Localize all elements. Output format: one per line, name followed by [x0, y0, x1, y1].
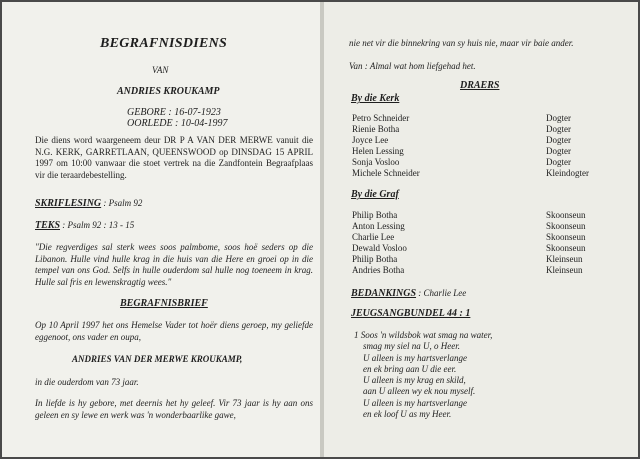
hymn-line: U alleen is my hartsverlange	[363, 352, 467, 363]
brief-paragraph-1: Op 10 April 1997 het ons Hemelse Vader tot hoër diens geroep, my geliefde eggenoot, ons vader en oupa,	[35, 320, 313, 342]
teks-label: TEKS	[35, 220, 61, 231]
skriflesing-line	[35, 198, 142, 209]
service-title: BEGRAFNISDIENS	[100, 36, 228, 51]
hymn-line: en ek loof U as my Heer.	[363, 409, 452, 420]
death-date: OORLEDE : 10-04-1997	[127, 118, 228, 129]
left-page	[2, 2, 320, 457]
kerk-heading: By die Kerk	[351, 93, 400, 104]
brief-paragraph-2: in die ouderdom van 73 jaar.	[35, 377, 139, 387]
bedankings-line	[351, 288, 466, 299]
van-word: VAN	[152, 65, 169, 75]
bedankings-value: : Charlie Lee	[418, 288, 467, 298]
hymn-line: aan U alleen wy ek nou myself.	[363, 386, 476, 397]
teks-value: : Psalm 92 : 13 - 15	[62, 220, 135, 230]
draers-heading: DRAERS	[460, 80, 500, 91]
graf-heading: By die Graf	[351, 189, 399, 200]
scripture-quote: "Die regverdiges sal sterk wees soos palmbome, soos hoë seders op die Libanon. Hulle vind hulle krag in die huis van die Here en groei op in die tempel van ons God. Selfs in hulle ouderdom sal hulle nog toeneem in krag. Hulle sal fris en lewenskragtig wees."	[35, 242, 313, 287]
hymn-line: smag my siel na U, o Heer.	[363, 341, 460, 352]
brief-heading: BEGRAFNISBRIEF	[120, 298, 208, 309]
graf-bearers-list: Philip Botha Skoonseun Anton Lessing Skoonseun Charlie Lee Skoonseun Dewald Vosloo Skoonseun Philip Botha Kleinseun Andries Botha Kleinseun	[352, 210, 586, 275]
continued-line: nie net vir die binnekring van sy huis nie, maar vir baie ander.	[349, 38, 574, 48]
jeugsang-heading: JEUGSANGBUNDEL 44 : 1	[351, 308, 471, 319]
document-spread	[2, 2, 638, 457]
skriflesing-label: SKRIFLESING	[35, 198, 102, 209]
brief-full-name: ANDRIES VAN DER MERWE KROUKAMP,	[72, 354, 243, 364]
hymn-line: en ek bring aan U die eer.	[363, 363, 457, 374]
bedankings-label: BEDANKINGS	[351, 288, 417, 299]
kerk-bearers-list: Petro Schneider Dogter Rienie Botha Dogter Joyce Lee Dogter Helen Lessing Dogter Sonja Vosloo Dogter Michele Schneider Kleindogter	[352, 113, 589, 178]
service-intro: Die diens word waargeneem deur DR P A VAN DER MERWE vanuit die N.G. KERK, GARRETLAAN, QUEENSWOOD op DINSDAG 15 APRIL 1997 om 10:00 vanwaar die stoet vertrek na die Zandfontein Begraafplaas vir die teraardebestelling.	[35, 135, 313, 180]
hymn-verse	[354, 330, 492, 420]
deceased-name: ANDRIES KROUKAMP	[117, 86, 220, 97]
birth-date: GEBORE : 16-07-1923	[127, 107, 221, 118]
skriflesing-value: : Psalm 92	[103, 198, 143, 208]
hymn-line: U alleen is my hartsverlange	[363, 397, 467, 408]
hymn-line: 1 Soos 'n wildsbok wat smag na water,	[354, 330, 493, 340]
teks-line	[35, 220, 134, 231]
brief-paragraph-3: In liefde is hy gebore, met deernis het hy geleef. Vir 73 jaar is hy aan ons geleen en sy lewe en werk was 'n wonderbaarlike gawe,	[35, 398, 313, 420]
hymn-line: U alleen is my krag en skild,	[363, 375, 466, 386]
right-page	[324, 2, 638, 457]
van-line: Van : Almal wat hom liefgehad het.	[349, 61, 476, 71]
